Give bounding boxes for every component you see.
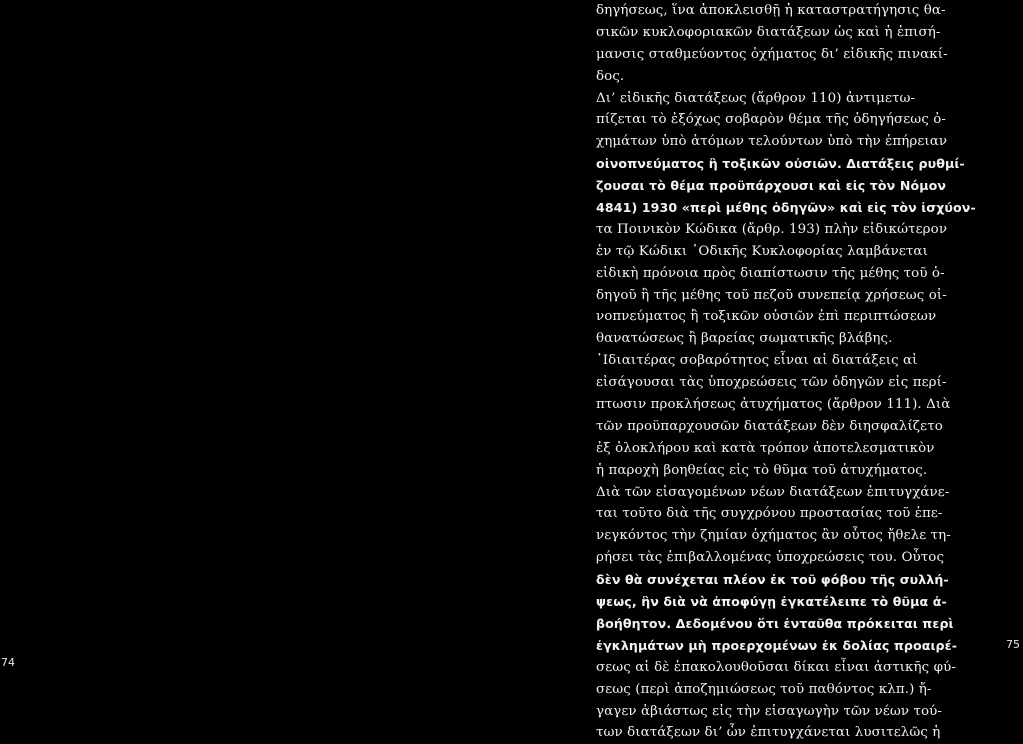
text-line: πίζεται τὸ ἐξόχως σοβαρὸν θέμα τῆς ὁδηγήσεως ὀ- <box>596 112 947 128</box>
text-line: τῶν προϋπαρχουσῶν διατάξεων δὲν διησφαλίζετο <box>596 418 943 434</box>
text-line: ἡ παροχὴ βοηθείας εἰς τὸ θῦμα τοῦ ἀτυχήματος. <box>596 462 928 478</box>
text-line: νεγκόντος τὴν ζημίαν ὀχήματος ἂν οὗτος ἤθελε τη- <box>596 528 951 544</box>
text-line: τα Ποινικὸν Κώδικα (ἄρθρ. 193) πλὴν εἰδικώτερον <box>596 221 948 237</box>
text-line: θανατώσεως ἢ βαρείας σωματικῆς βλάβης. <box>596 331 893 347</box>
text-line: ρήσει τὰς ἐπιβαλλομένας ὑποχρεώσεις του. Οὗτος <box>596 550 945 566</box>
body-text-column <box>596 0 976 744</box>
text-line: ται τοῦτο διὰ τῆς συγχρόνου προστασίας τοῦ ἐπε- <box>596 506 943 522</box>
text-line: σικῶν κυκλοφοριακῶν διατάξεων ὡς καὶ ἡ ἐπισή- <box>596 24 941 40</box>
text-line: Διὰ τῶν εἰσαγομένων νέων διατάξεων ἐπιτυγχάνε- <box>596 484 950 500</box>
text-line: των διατάξεων δι’ ὧν ἐπιτυγχάνεται λυσιτελῶς ἡ <box>596 725 941 741</box>
text-line: εἰσάγουσαι τὰς ὑποχρεώσεις τῶν ὁδηγῶν εἰς περί- <box>596 375 947 391</box>
page-number-left: 74 <box>1 656 15 669</box>
text-line: γαγεν ἀβιάστως εἰς τὴν εἰσαγωγὴν τῶν νέων τού- <box>596 703 943 719</box>
text-line: δηγοῦ ἢ τῆς μέθης τοῦ πεζοῦ συνεπείᾳ χρήσεως οἰ- <box>596 287 947 303</box>
text-line: ἐξ ὁλοκλήρου καὶ κατὰ τρόπον ἀποτελεσματικὸν <box>596 440 935 456</box>
text-line: εἰδικὴ πρόνοια πρὸς διαπίστωσιν τῆς μέθης τοῦ ὁ- <box>596 265 945 281</box>
text-line: ζουσαι τὸ θέμα προϋπάρχουσι καὶ εἰς τὸν Νόμον <box>596 178 947 194</box>
page-number-right: 75 <box>1006 638 1020 651</box>
text-line: ᾿Ιδιαιτέρας σοβαρότητος εἶναι αἱ διατάξεις αἱ <box>596 353 918 369</box>
text-line: μανσις σταθμεύοντος ὀχήματος δι’ εἰδικῆς πινακί- <box>596 46 948 62</box>
text-line: νοπνεύματος ἢ τοξικῶν οὐσιῶν ἐπὶ περιπτώσεων <box>596 309 937 325</box>
text-line: ψεως, ἣν διὰ νὰ ἀποφύγῃ ἐγκατέλειπε τὸ θῦμα ἀ- <box>596 594 947 610</box>
text-line: δηγήσεως, ἵνα ἀποκλεισθῇ ἡ καταστρατήγησις θα- <box>596 3 946 18</box>
text-line: πτωσιν προκλήσεως ἀτυχήματος (ἄρθρον 111). Διὰ <box>596 397 951 413</box>
text-line: δος. <box>596 68 625 84</box>
text-line: σεως (περὶ ἀποζημιώσεως τοῦ παθόντος κλπ.) ἤ- <box>596 681 932 697</box>
text-line: χημάτων ὑπὸ ἀτόμων τελούντων ὑπὸ τὴν ἐπήρειαν <box>596 134 948 150</box>
text-line: δὲν θὰ συνέχεται πλέον ἐκ τοῦ φόβου τῆς συλλή- <box>596 572 949 588</box>
text-line: ἐν τῷ Κώδικι ῾Οδικῆς Κυκλοφορίας λαμβάνεται <box>596 243 928 259</box>
text-line: 4841) 1930 «περὶ μέθης ὁδηγῶν» καὶ εἰς τὸν ἰσχύον- <box>596 200 976 216</box>
text-line: βοήθητον. Δεδομένου ὅτι ἐνταῦθα πρόκειται περὶ <box>596 615 954 631</box>
text-line: ἐγκλημάτων μὴ προερχομένων ἐκ δολίας προαιρέ- <box>596 637 958 653</box>
text-line: οἰνοπνεύματος ἢ τοξικῶν οὐσιῶν. Διατάξεις ρυθμί- <box>596 156 965 172</box>
text-line: σεως αἱ δὲ ἐπακολουθοῦσαι δίκαι εἶναι ἀστικῆς φύ- <box>596 659 956 675</box>
text-line: Δι’ εἰδικῆς διατάξεως (ἄρθρον 110) ἀντιμετω- <box>596 90 916 106</box>
